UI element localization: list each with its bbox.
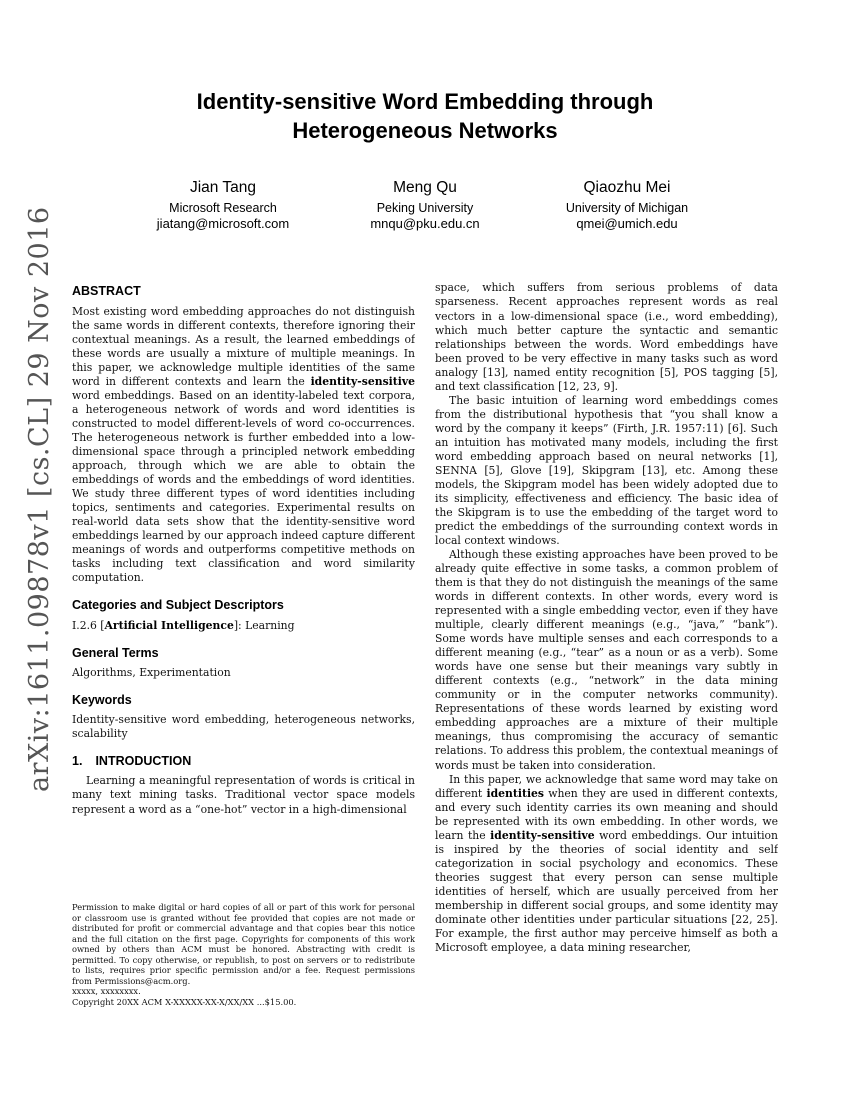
author-affiliation: Microsoft Research <box>169 201 277 216</box>
author-name: Meng Qu <box>393 179 457 197</box>
author-affiliation: Peking University <box>376 201 474 216</box>
abstract-heading: ABSTRACT <box>72 284 141 299</box>
footnote-placeholder: xxxxx, xxxxxxxx. <box>72 986 141 997</box>
categories-text-bold: Artificial Intelligence <box>104 618 234 632</box>
categories-text-after: ]: Learning <box>233 618 295 632</box>
two-column-body <box>72 281 778 1007</box>
abstract-text-before: Most existing word embedding approaches do not distinguish the same words in different contexts, therefore ignoring their contextual meanings. As a result, the learned embeddings of these words are usually a mixture of multiple meanings. In this paper, we acknowledge multiple identities of the same word in different contexts and learn the <box>72 304 415 388</box>
abstract-text-after: word embeddings. Based on an identity-labeled text corpora, a heterogeneous network of words and word identities is constructed to model different-levels of word co-occurrences. The heterogeneous network is further embedded into a low-dimensional space through a principled network embedding approach, through which we are able to obtain the embeddings of words and the embeddings of word identities. We study three different types of word identities including topics, sentiments and categories. Experimental results on real-world data sets show that the identity-sensitive word embeddings learned by our approach indeed capture different meanings of words and outperforms competitive methods on tasks including text classification and word similarity computation. <box>72 388 415 585</box>
p4-segment: In this paper, we acknowledge that same word may take on different <box>435 772 778 800</box>
body-paragraph-3: Although these existing approaches have been proved to be already quite effective in some tasks, a common problem of them is that they do not distinguish the meanings of the same words in different contexts. In other words, every word is represented with a single embedding vector, even if they have multiple, clearly different meanings (e.g., “java,” “bank”). Some words have multiple senses and each corresponds to a different meaning (e.g., “tear” as a noun or as a verb). Some words have one sense but their meanings vary subtly in different contexts (e.g., “network” in the data mining community or in the computer networks community). Representations of these words learned by existing word embedding approaches are a mixture of their multiple meanings, thus compromising the accuracy of semantic relations. To address this problem, the contextual meanings of words must be taken into consideration. <box>435 548 778 772</box>
abstract-text <box>72 305 415 586</box>
introduction-paragraph: Learning a meaningful representation of words is critical in many text mining tasks. Traditional vector space models represent a word as a “one-hot” vector in a high-dimensional <box>72 774 415 816</box>
arxiv-watermark: arXiv:1611.09878v1 [cs.CL] 29 Nov 2016 <box>24 206 55 792</box>
categories-text-before: I.2.6 [ <box>72 618 105 632</box>
author-name: Qiaozhu Mei <box>583 179 671 197</box>
permission-text: Permission to make digital or hard copies of all or part of this work for personal or classroom use is granted without fee provided that copies are not made or distributed for profit or commercial advantage and that copies bear this notice and the full citation on the first page. Copyrights for components of this work owned by others than ACM must be honored. Abstracting with credit is permitted. To copy otherwise, or republish, to post on servers or to redistribute to lists, requires prior specific permission and/or a fee. Request permissions from Permissions@acm.org. <box>72 902 415 986</box>
author-email: qmei@umich.edu <box>576 216 678 232</box>
p4-bold-identities: identities <box>486 786 544 800</box>
author-1 <box>133 179 313 231</box>
general-terms-heading: General Terms <box>72 645 159 660</box>
author-name: Jian Tang <box>189 179 257 197</box>
body-paragraph-2: The basic intuition of learning word embeddings comes from the distributional hypothesis that “you shall know a word by the company it keeps” (Firth, J.R. 1957:11) [6]. Such an intuition has motivated many models, including the first word embedding approach based on neural networks [1], SENNA [5], Glove [19], Skipgram [13], etc. Among these models, the Skipgram model has been widely adopted due to its simplicity, effectiveness and efficiency. The basic idea of the Skipgram is to use the embedding of the target word to predict the embeddings of the surrounding context words in local context windows. <box>435 393 778 547</box>
authors-row <box>72 179 778 231</box>
keywords-text: Identity-sensitive word embedding, heterogeneous networks, scalability <box>72 713 415 741</box>
left-column <box>72 281 415 1007</box>
p4-bold-identity-sensitive: identity-sensitive <box>490 828 595 842</box>
p4-segment: when they are used in different contexts, and every such identity carries its own meaning and should be represented with its own embedding. In other words, we learn the <box>435 786 778 842</box>
author-email: mnqu@pku.edu.cn <box>370 216 480 232</box>
body-paragraph-1: space, which suffers from serious problems of data sparseness. Recent approaches represent words as real vectors in a low-dimensional space (i.e., word embedding), which much better capture the syntactic and semantic relationships between the words. Word embeddings have been proved to be very effective in many tasks such as word analogy [13], named entity recognition [5], POS tagging [5], and text classification [12, 23, 9]. <box>435 281 778 393</box>
right-column <box>435 281 778 1007</box>
author-email: jiatang@microsoft.com <box>156 216 290 232</box>
categories-text <box>72 619 415 633</box>
general-terms-text: Algorithms, Experimentation <box>72 665 231 679</box>
copyright-line: Copyright 20XX ACM X-XXXXX-XX-X/XX/XX ...$15.00. <box>72 996 297 1007</box>
p4-segment: word embeddings. Our intuition is inspired by the theories of social identity and self categorization in social psychology and economics. These theories suggest that every person can sense multiple identities of herself, which are usually perceived from her membership in different social groups, and some identity may dominate other identities under particular situations [22, 25]. For example, the first author may perceive himself as both a Microsoft employee, a data mining researcher, <box>435 828 778 954</box>
paper-content <box>72 88 778 1007</box>
introduction-heading-text: INTRODUCTION <box>95 754 192 769</box>
keywords-heading: Keywords <box>72 692 132 707</box>
author-affiliation: University of Michigan <box>565 201 689 216</box>
author-2 <box>335 179 515 231</box>
permission-footnote <box>72 894 415 1007</box>
paper-title: Identity-sensitive Word Embedding through Heterogeneous Networks <box>196 89 654 143</box>
author-3 <box>537 179 717 231</box>
introduction-section-number: 1. <box>72 754 83 769</box>
abstract-text-bold: identity-sensitive <box>310 374 415 388</box>
categories-heading: Categories and Subject Descriptors <box>72 598 284 613</box>
body-paragraph-4 <box>435 773 778 955</box>
introduction-heading <box>72 753 415 769</box>
